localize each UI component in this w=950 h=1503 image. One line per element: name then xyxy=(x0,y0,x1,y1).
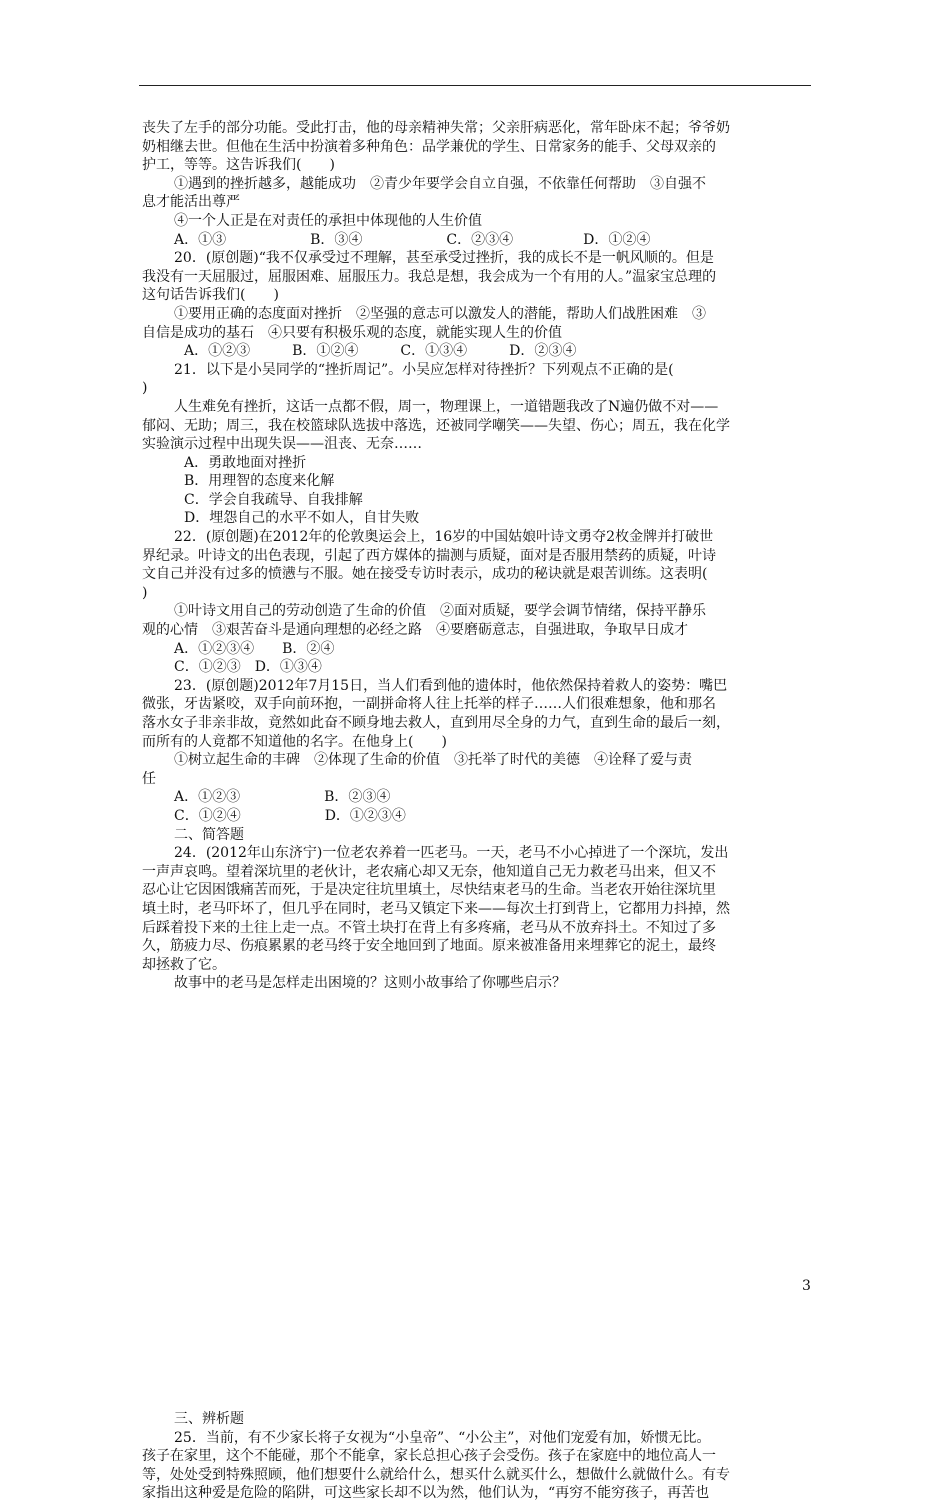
text-line: 我没有一天屈服过，屈服困难、屈服压力。我总是想，我会成为一个有用的人。”温家宝总理的 xyxy=(142,268,717,285)
text-block-upper xyxy=(142,119,810,993)
document-body xyxy=(142,119,810,1503)
text-line: B．用理智的态度来化解 xyxy=(184,473,335,490)
text-line: 25．当前，有不少家长将子女视为“小皇帝”、“小公主”，对他们宠爱有加，娇惯无比。 xyxy=(174,1429,711,1446)
text-line: 护工，等等。这告诉我们( ) xyxy=(142,157,335,174)
text-line: 人生难免有挫折，这话一点都不假，周一，物理课上，一道错题我改了N遍仍做不对—— xyxy=(174,398,719,415)
text-line: A．①②③④ B．②④ xyxy=(174,640,335,657)
text-line: A．①③ B．③④ C．②③④ D．①②④ xyxy=(174,231,651,248)
answer-space xyxy=(142,993,810,1410)
text-line: C．①②④ D．①②③④ xyxy=(174,807,406,824)
text-line: C．学会自我疏导、自我排解 xyxy=(184,491,363,508)
text-line: ) xyxy=(142,584,148,601)
text-line: 22．(原创题)在2012年的伦敦奥运会上，16岁的中国姑娘叶诗文勇夺2枚金牌并打破世 xyxy=(174,529,714,546)
text-line: 家指出这种爱是危险的陷阱，可这些家长却不以为然，他们认为，“再穷不能穷孩子，再苦也 xyxy=(142,1485,710,1502)
page-number: 3 xyxy=(802,1278,811,1294)
text-line: ①遇到的挫折越多，越能成功 ②青少年要学会自立自强，不依靠任何帮助 ③自强不 xyxy=(174,175,706,192)
text-line: ④一个人正是在对责任的承担中体现他的人生价值 xyxy=(174,212,482,229)
text-line: 24．(2012年山东济宁)一位老农养着一匹老马。一天，老马不小心掉进了一个深坑，发出 xyxy=(174,845,729,862)
text-line: 孩子在家里，这个不能碰，那个不能拿，家长总担心孩子会受伤。孩子在家庭中的地位高人一 xyxy=(142,1448,716,1465)
text-line: 实验演示过程中出现失误——沮丧、无奈…… xyxy=(142,436,422,453)
text-line: ①树立起生命的丰碑 ②体现了生命的价值 ③托举了时代的美德 ④诠释了爱与责 xyxy=(174,752,692,769)
text-line: 忍心让它因困饿痛苦而死，于是决定往坑里填土，尽快结束老马的生命。当老农开始往深坑里 xyxy=(142,882,716,899)
text-line: 二、简答题 xyxy=(174,826,244,843)
text-line: ①要用正确的态度面对挫折 ②坚强的意志可以激发人的潜能，帮助人们战胜困难 ③ xyxy=(174,305,706,322)
text-line: 一声声哀鸣。望着深坑里的老伙计，老农痛心却又无奈，他知道自己无力救老马出来，但又不 xyxy=(142,863,716,880)
text-line: 微张，牙齿紧咬，双手向前环抱，一副拼命将人往上托举的样子……人们很难想象，他和那名 xyxy=(142,696,716,713)
header-rule xyxy=(139,85,811,86)
text-block-lower xyxy=(142,1410,810,1503)
text-line: 落水女子非亲非故，竟然如此奋不顾身地去救人，直到用尽全身的力气，直到生命的最后一刻， xyxy=(142,715,730,731)
text-line: A．①②③ B．①②④ C．①③④ D．②③④ xyxy=(184,343,577,360)
text-line: 自信是成功的基石 ④只要有积极乐观的态度，就能实现人生的价值 xyxy=(142,324,562,341)
text-line: 等，处处受到特殊照顾，他们想要什么就给什么，想买什么就买什么，想做什么就做什么。有专 xyxy=(142,1466,730,1483)
text-line: 观的心情 ③艰苦奋斗是通向理想的必经之路 ④要磨砺意志，自强进取，争取早日成才 xyxy=(142,622,688,639)
text-line: 奶相继去世。但他在生活中扮演着多种角色：品学兼优的学生、日常家务的能手、父母双亲的 xyxy=(142,138,716,155)
text-line: 文自己并没有过多的愤懑与不服。她在接受专访时表示，成功的秘诀就是艰苦训练。这表明( xyxy=(142,566,708,583)
text-line: 后踩着投下来的土往上走一点。不管土块打在背上有多疼痛，老马从不放弃抖土。不知过了多 xyxy=(142,919,716,936)
text-line: 任 xyxy=(142,770,156,787)
text-line: 却拯救了它。 xyxy=(142,956,226,973)
text-line: 郁闷、无助；周三，我在校篮球队选拔中落选，还被同学嘲笑——失望、伤心；周五，我在化学 xyxy=(142,417,730,434)
text-line: 20．(原创题)“我不仅承受过不理解，甚至承受过挫折，我的成长不是一帆风顺的。但是 xyxy=(174,250,714,267)
text-line: D．埋怨自己的水平不如人，自甘失败 xyxy=(184,510,420,527)
text-line: 故事中的老马是怎样走出困境的？这则小故事给了你哪些启示？ xyxy=(174,975,566,992)
text-line: ①叶诗文用自己的劳动创造了生命的价值 ②面对质疑，要学会调节情绪，保持平静乐 xyxy=(174,603,706,620)
text-line: 三、辨析题 xyxy=(174,1410,244,1427)
text-line: A．勇敢地面对挫折 xyxy=(184,454,307,471)
text-line: ) xyxy=(142,380,148,397)
text-line: 填土时，老马吓坏了，但几乎在同时，老马又镇定下来——每次土打到背上，它都用力抖掉，然 xyxy=(142,900,730,917)
text-line: 丧失了左手的部分功能。受此打击，他的母亲精神失常；父亲肝病恶化，常年卧床不起；爷爷奶 xyxy=(142,120,730,136)
text-line: 21．以下是小吴同学的“挫折周记”。小吴应怎样对待挫折？下列观点不正确的是( xyxy=(174,361,674,378)
text-line: 界纪录。叶诗文的出色表现，引起了西方媒体的揣测与质疑，面对是否服用禁药的质疑，叶诗 xyxy=(142,547,716,564)
text-line: 这句话告诉我们( ) xyxy=(142,287,279,304)
text-line: 而所有的人竟都不知道他的名字。在他身上( ) xyxy=(142,733,447,750)
text-line: 息才能活出尊严 xyxy=(142,194,240,211)
text-line: 23．(原创题)2012年7月15日，当人们看到他的遗体时，他依然保持着救人的姿势：嘴巴 xyxy=(174,677,728,694)
text-line: 久，筋疲力尽、伤痕累累的老马终于安全地回到了地面。原来被准备用来埋葬它的泥土，最终 xyxy=(142,938,716,955)
text-line: C．①②③ D．①③④ xyxy=(174,659,322,676)
text-line: A．①②③ B．②③④ xyxy=(174,789,391,806)
